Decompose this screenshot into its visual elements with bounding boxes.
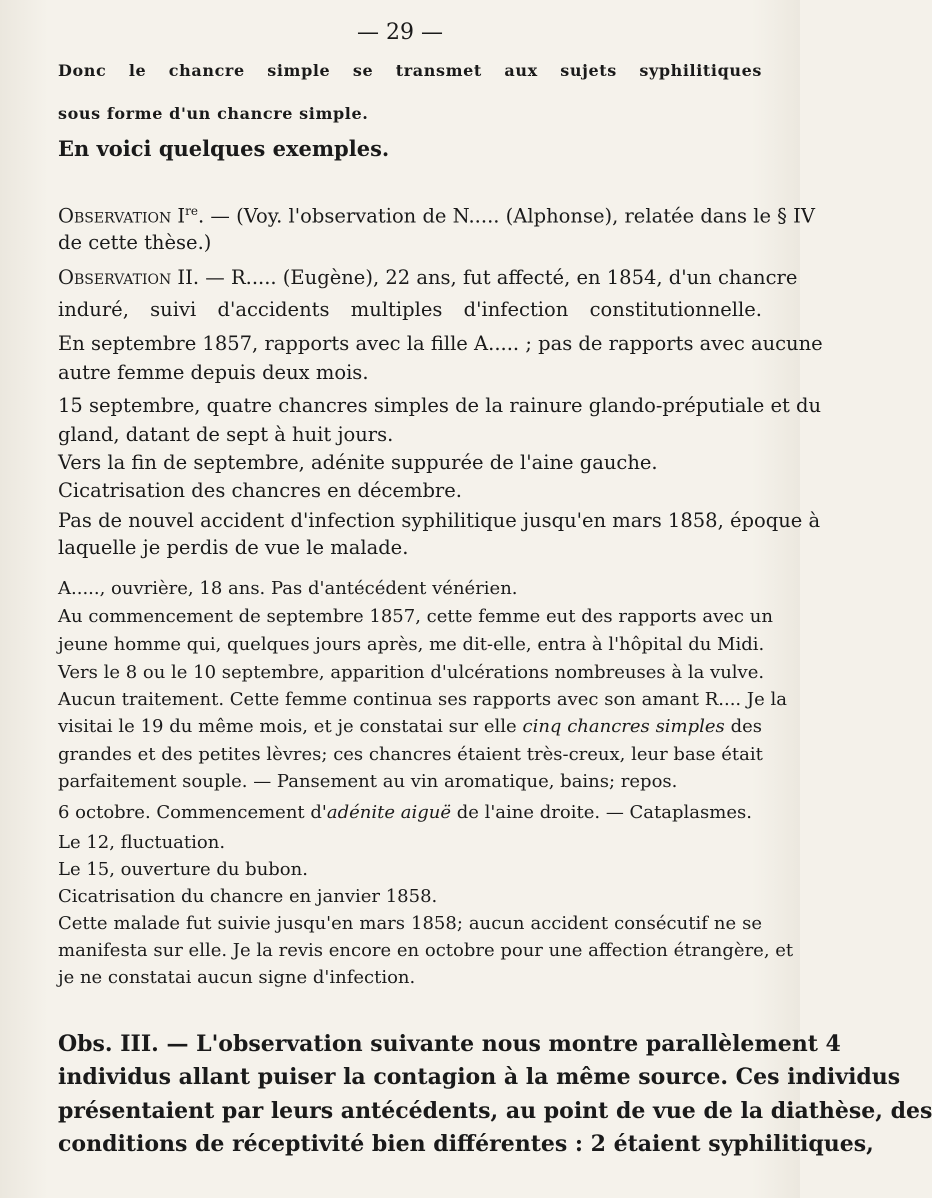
obs1-line-1 xyxy=(58,198,815,230)
obs2-line-5: 15 septembre, quatre chancres simples de la rainure glando-préputiale et du xyxy=(58,394,822,417)
case-a-oct-emphasis: adénite aiguë xyxy=(326,802,451,823)
intro-line: En voici quelques exemples. xyxy=(58,136,390,161)
obs1-line-2: de cette thèse.) xyxy=(58,231,212,254)
case-a-line-2: Au commencement de septembre 1857, cette femme eut des rapports avec un xyxy=(58,606,773,627)
case-a-visit-end: des xyxy=(724,716,762,737)
obs2-line-7: Vers la fin de septembre, adénite suppurée de l'aine gauche. xyxy=(58,451,658,474)
obs3-line-1: Obs. III. — L'observation suivante nous montre parallèlement 4 xyxy=(58,1031,841,1057)
obs1-label: Observation I xyxy=(58,204,186,228)
case-a-line-10: Le 12, fluctuation. xyxy=(58,832,226,853)
case-a-line-6 xyxy=(58,714,762,740)
obs2-line-4: autre femme depuis deux mois. xyxy=(58,361,369,384)
case-a-line-1: A....., ouvrière, 18 ans. Pas d'antécédent vénérien. xyxy=(58,578,518,599)
obs2-line-2: induré, suivi d'accidents multiples d'infection constitutionnelle. xyxy=(58,298,762,321)
section-heading-line-2: sous forme d'un chancre simple. xyxy=(58,104,369,123)
obs2-line-6: gland, datant de sept à huit jours. xyxy=(58,423,394,446)
case-a-line-11: Le 15, ouverture du bubon. xyxy=(58,859,308,880)
case-a-line-8: parfaitement souple. — Pansement au vin aromatique, bains; repos. xyxy=(58,771,678,792)
obs1-sup: re xyxy=(185,204,198,218)
obs2-line-3: En septembre 1857, rapports avec la fille A..... ; pas de rapports avec aucune xyxy=(58,332,823,355)
case-a-line-3: jeune homme qui, quelques jours après, me dit-elle, entra à l'hôpital du Midi. xyxy=(58,634,765,655)
obs1-text: . — (Voy. l'observation de N..... (Alphonse), relatée dans le § IV xyxy=(197,204,815,228)
obs2-line-9: Pas de nouvel accident d'infection syphilitique jusqu'en mars 1858, époque à xyxy=(58,509,821,532)
case-a-line-5: Aucun traitement. Cette femme continua ses rapports avec son amant R.... Je la xyxy=(58,689,787,710)
obs3-line-2: individus allant puiser la contagion à la même source. Ces individus xyxy=(58,1064,901,1090)
case-a-oct-end: de l'aine droite. — Cataplasmes. xyxy=(450,802,752,823)
obs2-label: Observation II xyxy=(58,266,193,289)
obs2-line-1 xyxy=(58,265,798,291)
case-a-line-4: Vers le 8 ou le 10 septembre, apparition d'ulcérations nombreuses à la vulve. xyxy=(58,662,765,683)
obs2-text: . — R..... (Eugène), 22 ans, fut affecté, en 1854, d'un chancre xyxy=(192,266,798,289)
obs2-line-8: Cicatrisation des chancres en décembre. xyxy=(58,479,462,502)
case-a-line-13: Cette malade fut suivie jusqu'en mars 1858; aucun accident consécutif ne se xyxy=(58,913,762,934)
case-a-visit-text: visitai le 19 du même mois, et je constatai sur elle xyxy=(58,716,523,737)
obs2-line-10: laquelle je perdis de vue le malade. xyxy=(58,536,409,559)
case-a-line-15: je ne constatai aucun signe d'infection. xyxy=(58,967,416,988)
case-a-line-12: Cicatrisation du chancre en janvier 1858. xyxy=(58,886,438,907)
obs3-line-3: présentaient par leurs antécédents, au point de vue de la diathèse, des xyxy=(58,1098,932,1124)
case-a-oct-text: 6 octobre. Commencement d' xyxy=(58,802,327,823)
section-heading-line-1: Donc le chancre simple se transmet aux sujets syphilitiques xyxy=(58,61,762,80)
case-a-line-9 xyxy=(58,800,762,826)
case-a-line-7: grandes et des petites lèvres; ces chancres étaient très-creux, leur base était xyxy=(58,744,763,765)
case-a-visit-emphasis: cinq chancres simples xyxy=(522,716,725,737)
case-a-line-14: manifesta sur elle. Je la revis encore en octobre pour une affection étrangère, et xyxy=(58,940,794,961)
page-number: — 29 — xyxy=(357,20,443,45)
obs3-line-4: conditions de réceptivité bien différentes : 2 étaient syphilitiques, xyxy=(58,1131,874,1157)
